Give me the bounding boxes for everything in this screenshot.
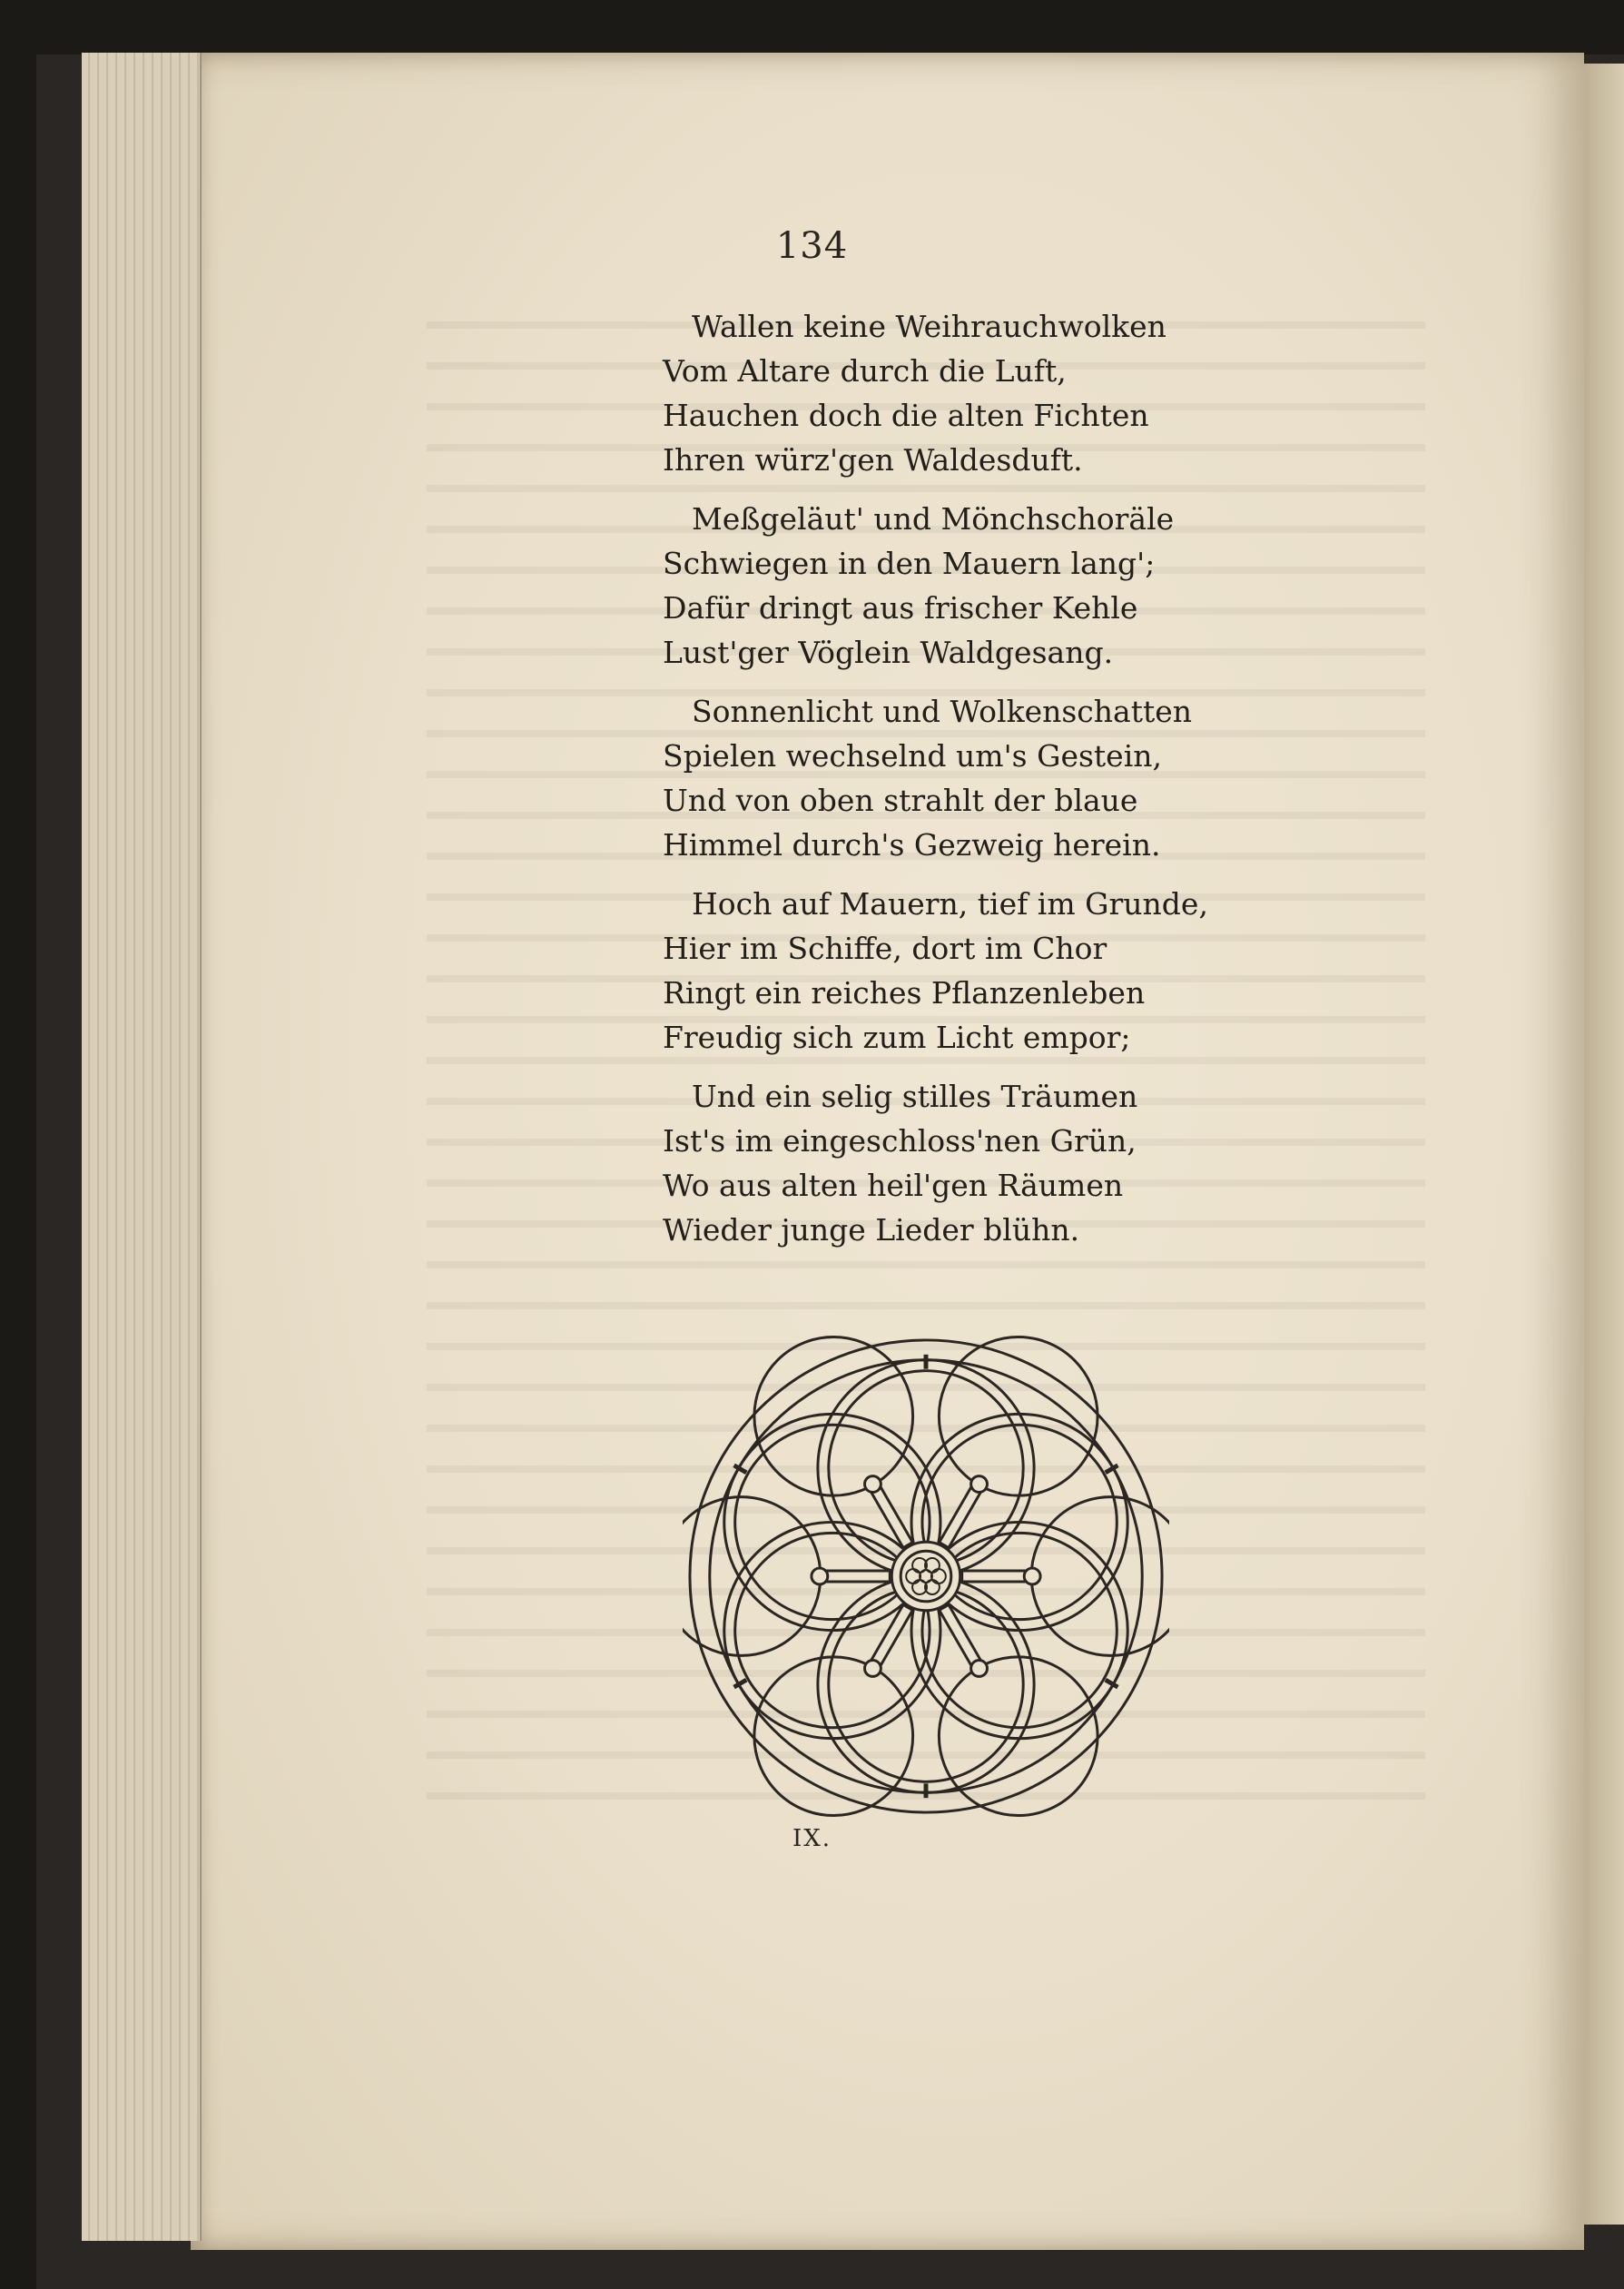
spoke-knob xyxy=(1024,1568,1040,1584)
page-number: 134 xyxy=(775,225,849,267)
poem-line: Meßgeläut' und Mönchschoräle xyxy=(692,501,1175,537)
poem-line: Schwiegen in den Mauern lang'; xyxy=(663,546,1156,581)
poem-line: Und von oben strahlt der blaue xyxy=(663,783,1138,818)
spoke-knob xyxy=(865,1476,881,1493)
poem-line: Sonnenlicht und Wolkenschatten xyxy=(692,694,1193,729)
poem-line: Spielen wechselnd um's Gestein, xyxy=(663,738,1162,774)
spoke-knob xyxy=(971,1661,988,1677)
poem-line: Ist's im eingeschloss'nen Grün, xyxy=(663,1123,1137,1159)
poem-stanza xyxy=(663,304,1225,482)
poem-line: Ihren würz'gen Waldesduft. xyxy=(663,442,1083,478)
poem-line: Vom Altare durch die Luft, xyxy=(663,353,1067,389)
outer-lobe xyxy=(939,1337,1097,1495)
poem-line: Wieder junge Lieder blühn. xyxy=(663,1212,1080,1248)
spoke-knob xyxy=(865,1661,881,1677)
poem-line: Ringt ein reiches Pflanzenleben xyxy=(663,975,1146,1011)
poem-line: Wallen keine Weihrauchwolken xyxy=(692,309,1166,344)
poem-line: Himmel durch's Gezweig herein. xyxy=(663,827,1161,863)
poem-stanza xyxy=(663,1074,1225,1252)
poem-line: Wo aus alten heil'gen Räumen xyxy=(663,1168,1124,1203)
poem-stanza xyxy=(663,882,1225,1060)
poem-line: Dafür dringt aus frischer Kehle xyxy=(663,590,1138,626)
poem-line: Hier im Schiffe, dort im Chor xyxy=(663,931,1107,966)
page-edges xyxy=(82,53,202,2241)
spoke-knob xyxy=(812,1568,828,1584)
poem-line: Lust'ger Vöglein Waldgesang. xyxy=(663,635,1114,670)
poem-line: Hoch auf Mauern, tief im Grunde, xyxy=(692,886,1208,922)
poem-stanza xyxy=(663,497,1225,675)
poem-stanza xyxy=(663,689,1225,867)
spoke-knob xyxy=(971,1476,988,1493)
figure-caption: IX. xyxy=(792,1825,832,1852)
spoke xyxy=(825,1571,890,1582)
poem xyxy=(663,304,1225,1267)
outer-lobe xyxy=(754,1337,913,1495)
outer-lobe xyxy=(754,1657,913,1816)
poem-line: Freudig sich zum Licht empor; xyxy=(663,1020,1131,1055)
spoke xyxy=(962,1571,1027,1582)
rose-window-illustration xyxy=(683,1333,1169,1820)
poem-line: Hauchen doch die alten Fichten xyxy=(663,398,1149,433)
poem-line: Und ein selig stilles Träumen xyxy=(692,1079,1138,1114)
outer-lobe xyxy=(939,1657,1097,1816)
